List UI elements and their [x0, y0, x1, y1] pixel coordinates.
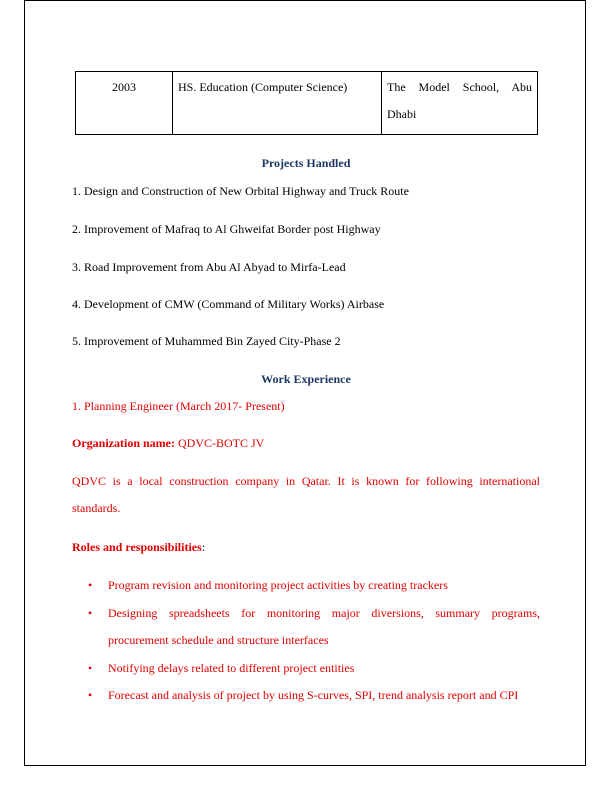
education-degree: HS. Education (Computer Science): [173, 72, 382, 135]
role-text: Program revision and monitoring project activities by creating trackers: [108, 578, 448, 592]
position-title: 1. Planning Engineer (March 2017- Present): [72, 399, 285, 413]
education-year: 2003: [76, 72, 173, 135]
role-text: Designing spreadsheets for monitoring major diversions, summary programs, procurement schedule and structure interfaces: [108, 605, 540, 647]
company-description: QDVC is a local construction company in Qatar. It is known for following international standards.: [72, 474, 540, 515]
bullet-icon: •: [88, 688, 93, 702]
organization-value: QDVC-BOTC JV: [175, 436, 265, 450]
bullet-icon: •: [88, 660, 93, 675]
project-item-5: 5. Improvement of Muhammed Bin Zayed City-Phase 2: [72, 334, 341, 348]
project-item-3: 3. Road Improvement from Abu Al Abyad to Mirfa-Lead: [72, 260, 346, 274]
project-item-4: 4. Development of CMW (Command of Military Works) Airbase: [72, 297, 385, 311]
organization-label: Organization name:: [72, 436, 175, 450]
list-item: [72, 655, 540, 683]
roles-heading: Roles and responsibilities: [72, 540, 202, 554]
projects-heading: Projects Handled: [261, 156, 351, 170]
list-item: [72, 682, 540, 710]
roles-colon: :: [201, 540, 206, 554]
role-text: Forecast and analysis of project by using S-curves, SPI, trend analysis report and CPI: [108, 688, 519, 702]
project-item-2: 2. Improvement of Mafraq to Al Ghweifat Border post Highway: [72, 222, 381, 236]
roles-list: [72, 572, 540, 710]
organization-line: [72, 436, 540, 451]
list-item: [72, 572, 540, 600]
project-item-1: 1. Design and Construction of New Orbital Highway and Truck Route: [72, 184, 409, 198]
list-item: [72, 600, 540, 655]
table-row: [76, 72, 538, 135]
roles-heading-line: [72, 540, 540, 555]
role-text: Notifying delays related to different project entities: [108, 660, 355, 675]
education-institution: The Model School, Abu Dhabi: [382, 72, 538, 135]
education-table: [75, 71, 538, 135]
work-experience-heading: Work Experience: [261, 372, 351, 386]
bullet-icon: •: [88, 578, 93, 592]
bullet-icon: •: [88, 605, 93, 620]
